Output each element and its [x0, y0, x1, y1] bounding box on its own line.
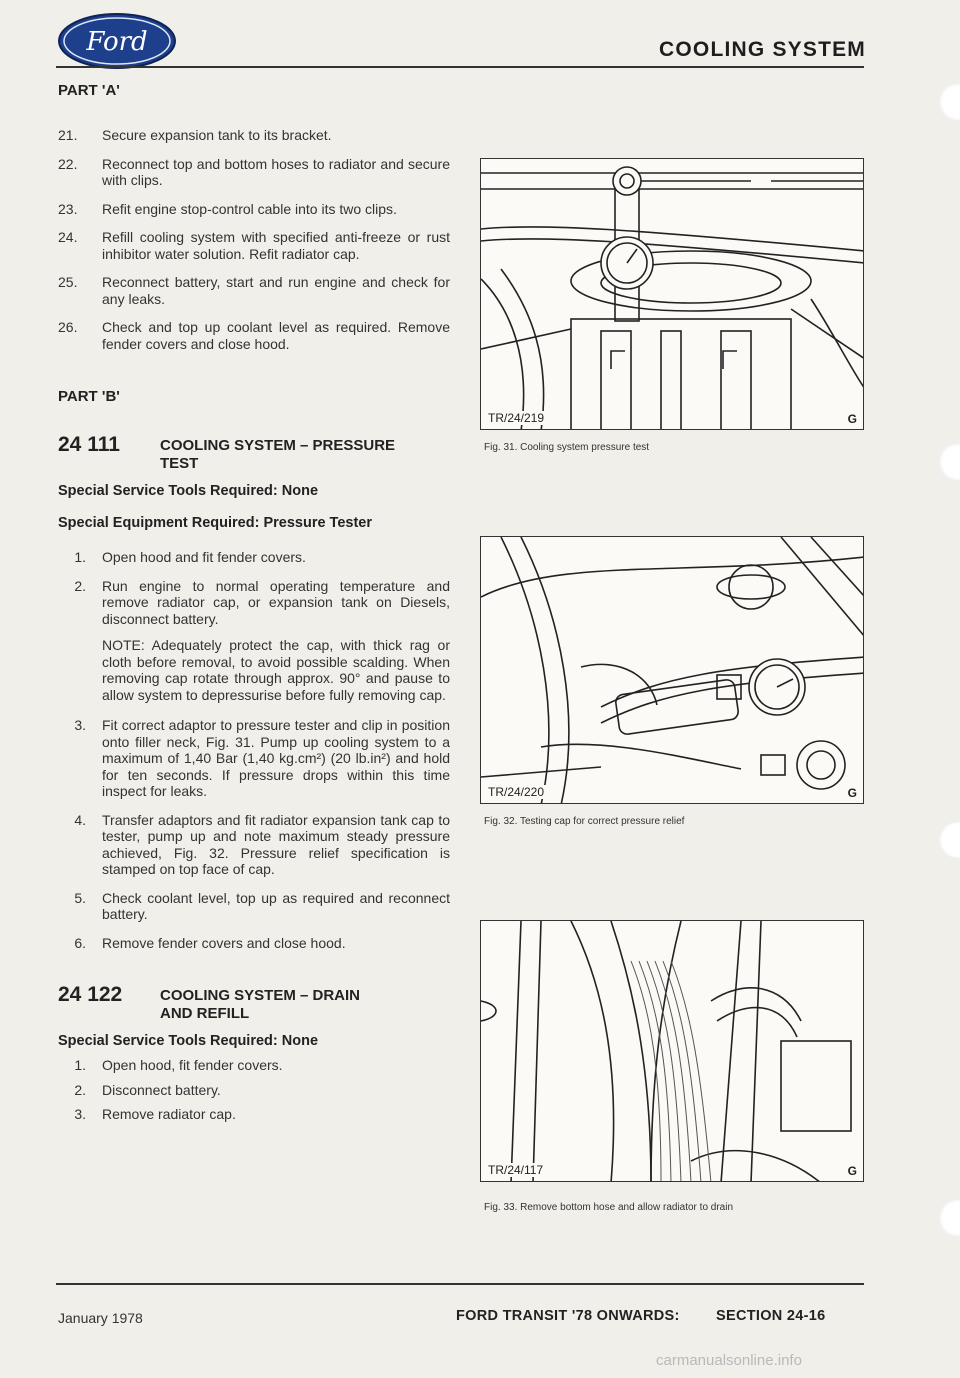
footer-model: FORD TRANSIT '78 ONWARDS: — [456, 1308, 680, 1324]
list-item: 24. Refill cooling system with specified anti-freeze or rust inhibitor water solution. Refit radiator cap. — [58, 229, 450, 262]
list-item: 22. Reconnect top and bottom hoses to radiator and secure with clips. — [58, 155, 450, 188]
special-tools: Special Service Tools Required: None — [58, 1033, 319, 1049]
list-item: 26. Check and top up coolant level as required. Remove fender covers and close hood. — [58, 319, 450, 352]
section-title: COOLING SYSTEM – PRESSURE TEST — [160, 437, 396, 472]
list-item: 1. Open hood and fit fender covers. — [74, 549, 306, 565]
part-b-heading: PART 'B' — [58, 388, 120, 405]
binder-hole — [938, 1200, 960, 1236]
binder-hole — [938, 444, 960, 480]
section-24111-steps-cont — [58, 717, 450, 951]
list-item: 5. Check coolant level, top up as required and reconnect battery. — [74, 889, 450, 922]
section-code: 24 111 — [58, 433, 120, 456]
list-item: 2. Run engine to normal operating temperature and remove radiator cap, or expansion tank on Diesels, disconnect battery. — [74, 577, 450, 627]
left-column — [58, 80, 450, 1131]
footer-section: SECTION 24-16 — [716, 1308, 826, 1324]
special-equipment: Special Equipment Required: Pressure Tester — [58, 515, 372, 531]
binder-hole — [938, 84, 960, 120]
figure-mark: G — [847, 412, 857, 426]
list-item: 23. Refit engine stop-control cable into its two clips. — [58, 200, 397, 217]
section-24122-heading — [58, 981, 450, 1023]
list-item: 2. Disconnect battery. — [74, 1081, 221, 1098]
header-rule — [56, 66, 864, 68]
part-a-steps — [58, 127, 450, 352]
footer-date: January 1978 — [58, 1310, 143, 1326]
note-text: NOTE: Adequately protect the cap, with thick rag or cloth before removal, to avoid possible scalding. When removing cap rotate through approx. 90° and pause to allow system to depressurise before fully removing cap. — [102, 637, 450, 703]
figure-mark: G — [847, 1164, 857, 1178]
logo-lettering: Ford — [86, 27, 148, 57]
watermark-text: carmanualsonline.info — [656, 1352, 802, 1369]
figure-32-caption: Fig. 32. Testing cap for correct pressure relief — [484, 816, 685, 827]
figure-31-pressure-tester-illustration — [480, 158, 864, 430]
footer-rule — [56, 1283, 864, 1285]
section-code: 24 122 — [58, 983, 123, 1006]
list-item: 4. Transfer adaptors and fit radiator expansion tank cap to tester, pump up and note maximum steady pressure achieved, Fig. 32. Pressure relief specification is stamped on top face of cap. — [74, 811, 450, 877]
figure-31-caption: Fig. 31. Cooling system pressure test — [484, 442, 650, 453]
figure-reference: TR/24/117 — [488, 1163, 544, 1177]
list-item: 21. Secure expansion tank to its bracket. — [58, 127, 332, 143]
list-item: 3. Remove radiator cap. — [74, 1106, 236, 1122]
figure-33-drain-illustration — [480, 920, 864, 1182]
list-item: 3. Fit correct adaptor to pressure tester and clip in position onto filler neck, Fig. 31. Pump up cooling system to a maximum of 1,40 Bar (1,40 kg.cm²) (20 lb.in²) and hold for ten seconds. If pressure drops within this time inspect for leaks. — [74, 717, 450, 799]
binder-hole — [938, 822, 960, 858]
figure-reference: TR/24/219 — [488, 411, 545, 425]
section-24111-heading — [58, 431, 450, 473]
list-item: 25. Reconnect battery, start and run engine and check for any leaks. — [58, 274, 450, 307]
figure-reference: TR/24/220 — [488, 785, 545, 799]
figure-33-caption: Fig. 33. Remove bottom hose and allow radiator to drain — [484, 1202, 734, 1213]
figure-mark: G — [847, 786, 857, 800]
part-a-heading: PART 'A' — [58, 82, 120, 99]
list-item: 6. Remove fender covers and close hood. — [74, 934, 346, 951]
section-24122-steps — [58, 1057, 450, 1123]
figure-32-cap-test-illustration — [480, 536, 864, 804]
list-item: 1. Open hood, fit fender covers. — [74, 1057, 283, 1073]
page-title: COOLING SYSTEM — [659, 38, 866, 61]
section-24111-steps — [58, 549, 450, 627]
special-tools: Special Service Tools Required: None — [58, 483, 319, 499]
ford-logo — [56, 10, 178, 72]
section-title: COOLING SYSTEM – DRAIN AND REFILL — [160, 987, 361, 1022]
